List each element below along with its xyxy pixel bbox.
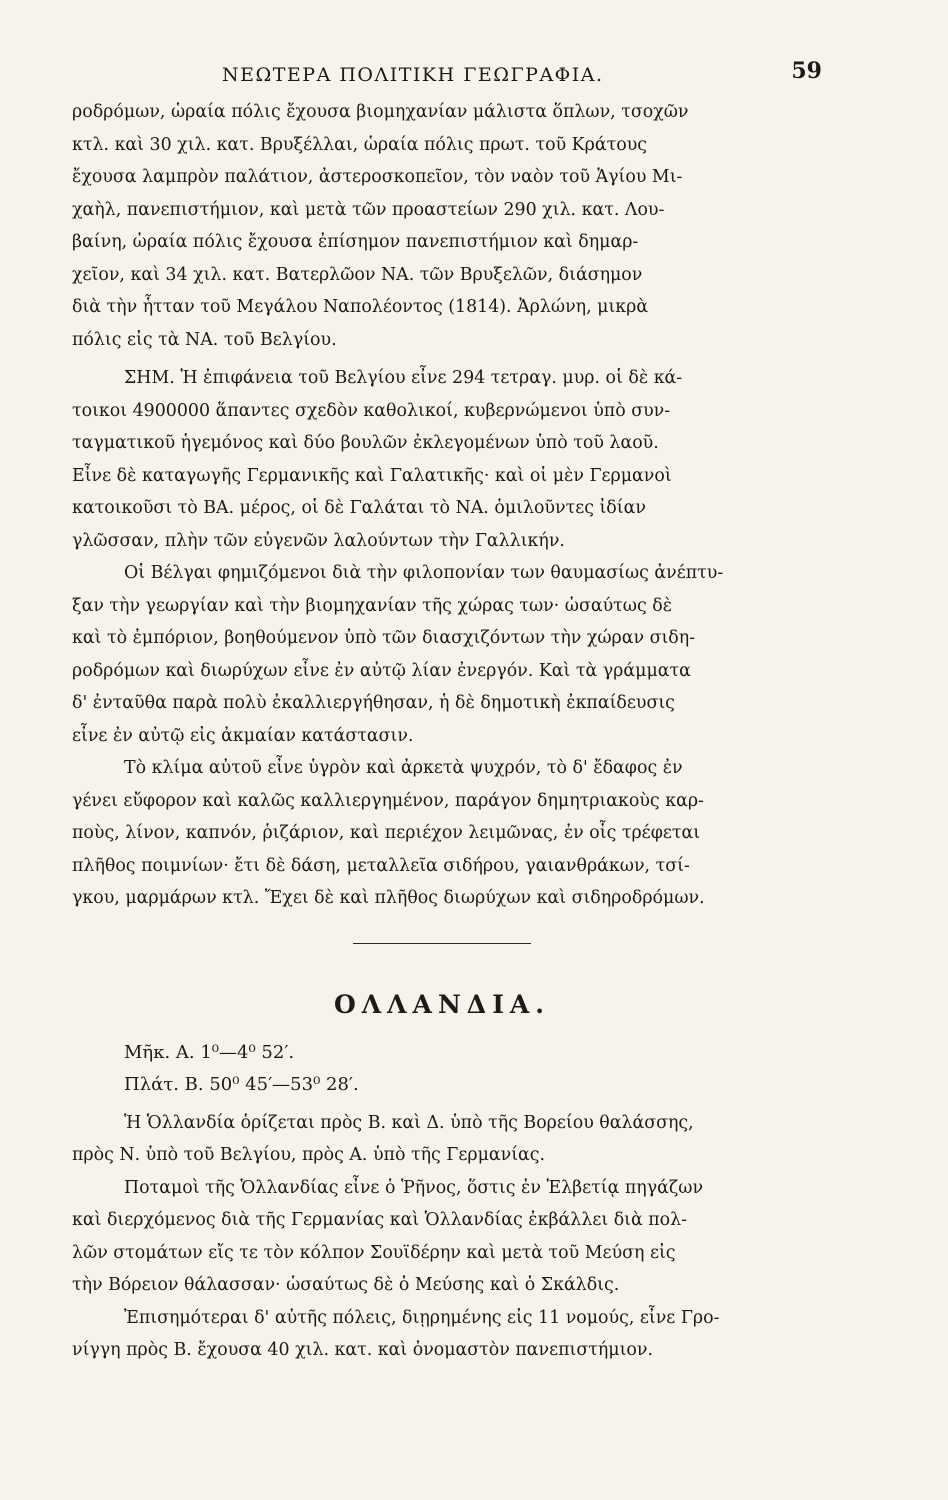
paragraph-borders: Ἡ Ὁλλανδία ὁρίζεται πρὸς Β. καὶ Δ. ὑπὸ τῆς Βορείου θαλάσσης, πρὸς Ν. ὑπὸ τοῦ Βελγίου, πρὸς Α. ὑπὸ τῆς Γερμανίας. [72,1112,694,1165]
page-number: 59 [791,58,822,84]
paragraph-rivers: Ποταμοὶ τῆς Ὁλλανδίας εἶνε ὁ Ῥῆνος, ὅστις ἐν Ἑλβετίᾳ πηγάζων καὶ διερχόμενος διὰ τῆς Γερμανίας καὶ Ὁλλανδίας ἐκβάλλει διὰ πολ- λῶν στομάτων εἴς τε τὸν κόλπον Σουϊδέρην καὶ μετὰ τοῦ Μεύση εἰς τὴν Βόρειον θάλασσαν· ὡσαύτως δὲ ὁ Μεύσης καὶ ὁ Σκάλδις. [72,1177,704,1295]
section-divider [353,943,531,944]
paragraph-note-population: ΣΗΜ. Ἡ ἐπιφάνεια τοῦ Βελγίου εἶνε 294 τετραγ. μυρ. οἱ δὲ κά- τοικοι 4900000 ἅπαντες σχεδὸν καθολικοί, κυβερνώμενοι ὑπὸ συν- ταγματικοῦ ἡγεμόνος καὶ δύο βουλῶν ἐκλεγομένων ὑπὸ τοῦ λαοῦ. Εἶνε δὲ καταγωγῆς Γερμανικῆς καὶ Γαλατικῆς· καὶ οἱ μὲν Γερμανοὶ κατοικοῦσι τὸ ΒΑ. μέρος, οἱ δὲ Γαλάται τὸ ΝΑ. ὁμιλοῦντες ἰδίαν γλῶσσαν, πλὴν τῶν εὐγενῶν λαλούντων τὴν Γαλλικήν. [72,368,683,551]
longitude-line: Μῆκ. Α. 1⁰—4⁰ 52′. [124,1041,295,1063]
paragraph-cities: Ἐπισημότεραι δ' αὐτῆς πόλεις, διῃρημένης εἰς 11 νομούς, εἶνε Γρο- νίγγη πρὸς Β. ἔχουσα 40 χιλ. κατ. καὶ ὀνομαστὸν πανεπιστήμιον. [72,1307,720,1360]
latitude-line: Πλάτ. Β. 50⁰ 45′—53⁰ 28′. [124,1073,359,1095]
paragraph-belgian-cities: ροδρόμων, ὡραία πόλις ἔχουσα βιομηχανίαν μάλιστα ὅπλων, τσοχῶν κτλ. καὶ 30 χιλ. κατ. Βρυξέλλαι, ὡραία πόλις πρωτ. τοῦ Κράτους ἔχουσα λαμπρὸν παλάτιον, ἀστεροσκοπεῖον, τὸν ναὸν τοῦ Ἁγίου Μι- χαὴλ, πανεπιστήμιον, καὶ μετὰ τῶν προαστείων 290 χιλ. κατ. Λου- βαίνη, ὡραία πόλις ἔχουσα ἐπίσημον πανεπιστήμιον καὶ δημαρ- χεῖον, καὶ 34 χιλ. κατ. Βατερλῶον ΝΑ. τῶν Βρυξελῶν, διάσημον διὰ τὴν ἧτταν τοῦ Μεγάλου Ναπολέοντος (1814). Ἀρλώνη, μικρὰ πόλις εἰς τὰ ΝΑ. τοῦ Βελγίου. [72,102,689,350]
paragraph-economy: Οἱ Βέλγαι φημιζόμενοι διὰ τὴν φιλοπονίαν των θαυμασίως ἀνέπτυ- ξαν τὴν γεωργίαν καὶ τὴν βιομηχανίαν τῆς χώρας των· ὡσαύτως δὲ καὶ τὸ ἐμπόριον, βοηθούμενον ὑπὸ τῶν διασχιζόντων τὴν χώραν σιδη- ροδρόμων καὶ διωρύχων εἶνε ἐν αὐτῷ λίαν ἐνεργόν. Καὶ τὰ γράμματα δ' ἐνταῦθα παρὰ πολὺ ἐκαλλιεργήθησαν, ἡ δὲ δημοτικὴ ἐκπαίδευσις εἶνε ἐν αὐτῷ εἰς ἀκμαίαν κατάστασιν. [72,563,724,746]
book-page [72,52,822,1367]
running-title: ΝΕΩΤΕΡΑ ΠΟΛΙΤΙΚΗ ΓΕΩΓΡΑΦΙΑ. [222,64,604,86]
section-title: ΟΛΛΑΝΔΙΑ. [333,989,550,1019]
paragraph-climate: Τὸ κλίμα αὐτοῦ εἶνε ὑγρὸν καὶ ἀρκετὰ ψυχρόν, τὸ δ' ἔδαφος ἐν γένει εὔφορον καὶ καλῶς καλλιεργημένον, παράγον δημητριακοὺς καρ- ποὺς, λίνον, καπνόν, ῥιζάριον, καὶ περιέχον λειμῶνας, ἐν οἷς τρέφεται πλῆθος ποιμνίων· ἔτι δὲ δάση, μεταλλεῖα σιδήρου, γαιανθράκων, τσί- γκου, μαρμάρων κτλ. Ἔχει δὲ καὶ πλῆθος διωρύχων καὶ σιδηροδρόμων. [72,758,705,908]
running-head [72,52,822,96]
